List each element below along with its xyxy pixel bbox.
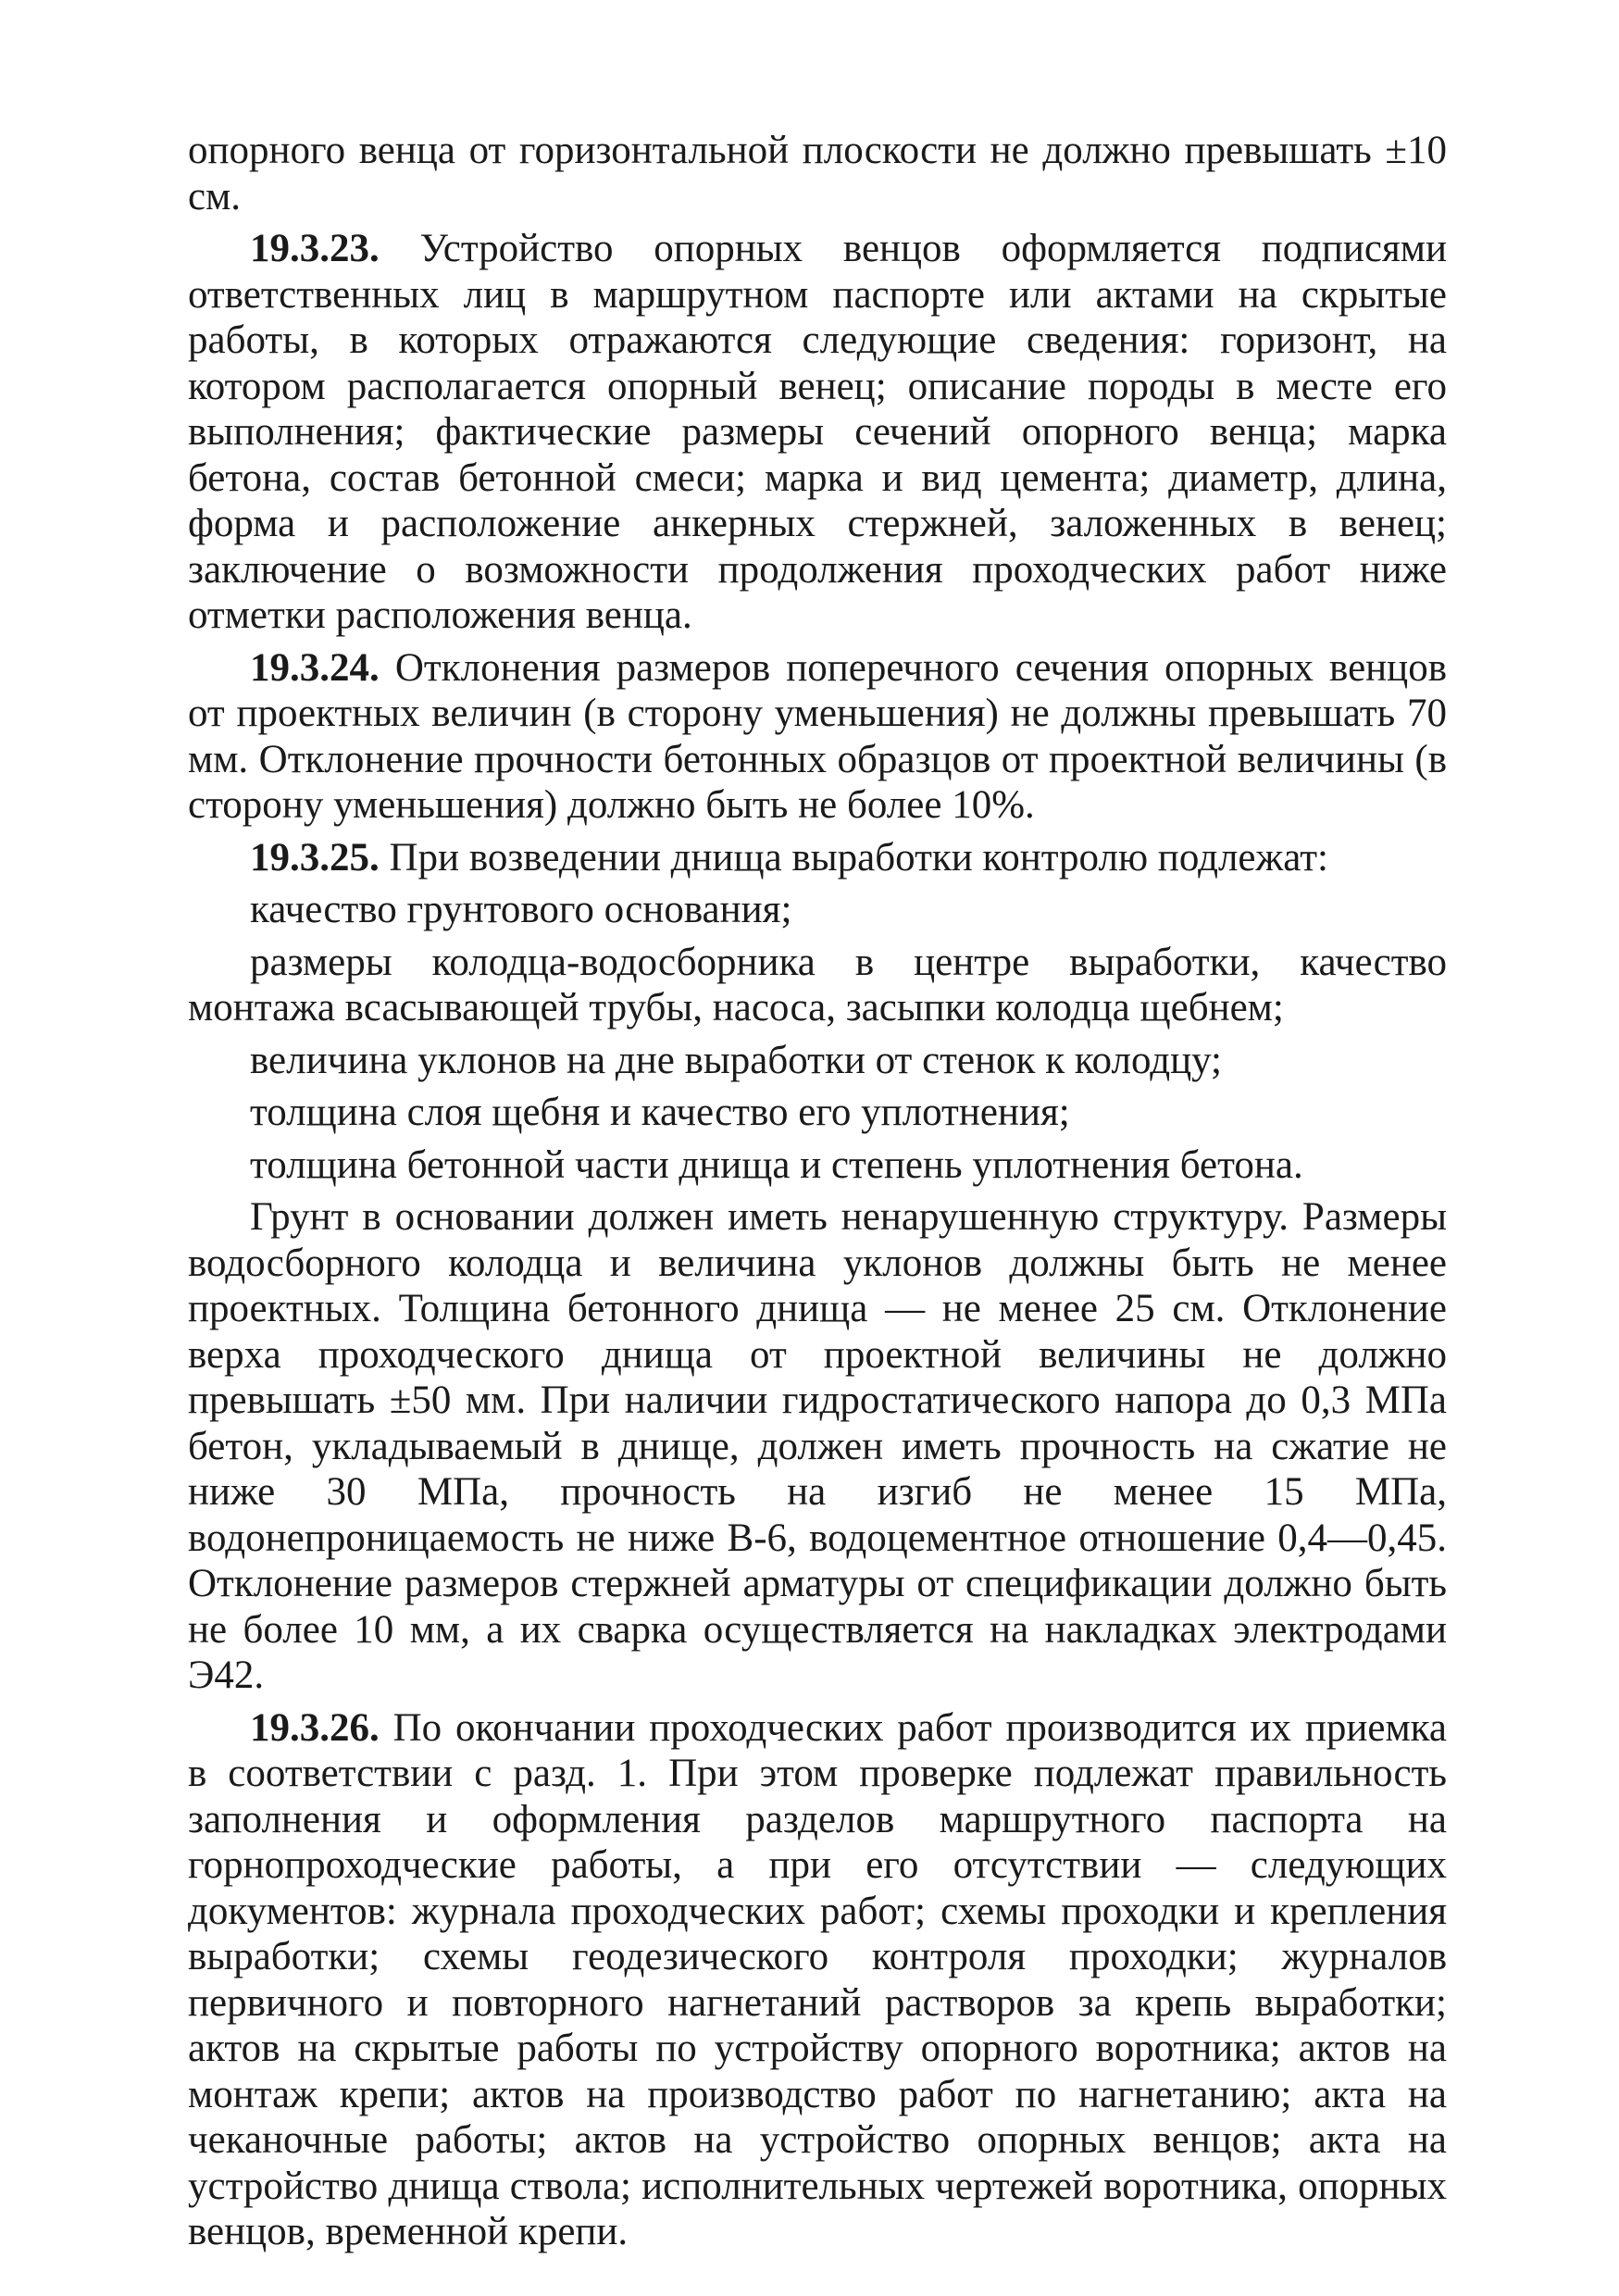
paragraph-requirements xyxy=(188,1194,1447,1699)
paragraph-19-3-26 xyxy=(188,1705,1447,2255)
section-number: 19.3.24. xyxy=(250,645,380,690)
paragraph-text: опорного венца от горизонтальной плоскости не должно превышать ±10 см. xyxy=(188,129,1447,218)
paragraph-text: По окончании проходческих работ производится их приемка в соответствии с разд. 1. При этом проверке подлежат правильность заполнения и оформления разделов маршрутного паспорта на горнопроходческие работы, а при его отсутствии — следующих документов: журнала проходческих работ; схемы проходки и крепления выработки; схемы геодезического контроля проходки; журналов первичного и повторного нагнетаний растворов за крепь выработки; актов на скрытые работы по устройству опорного воротника; актов на монтаж крепи; актов на производство работ по нагнетанию; акта на чеканочные работы; актов на устройство опорных венцов; акта на устройство днища ствола; исполнительных чертежей воротника, опорных венцов, временной крепи. xyxy=(188,1705,1447,2253)
list-item: толщина бетонной части днища и степень уплотнения бетона. xyxy=(250,1142,1303,1187)
list-item: величина уклонов на дне выработки от стенок к колодцу; xyxy=(250,1038,1222,1082)
paragraph-19-3-25 xyxy=(188,835,1447,881)
section-number: 19.3.23. xyxy=(250,227,380,270)
paragraph-text: Устройство опорных венцов оформляется подписями ответственных лиц в маршрутном паспорте или актами на скрытые работы, в которых отражаются следующие сведения: горизонт, на котором располагается опорный венец; описание породы в месте его выполнения; фактические размеры сечений опорного венца; марка бетона, состав бетонной смеси; марка и вид цемента; диаметр, длина, форма и расположение анкерных стержней, заложенных в венец; заключение о возможности продолжения проходческих работ ниже отметки расположения венца. xyxy=(188,227,1447,637)
control-items-list xyxy=(188,887,1447,1188)
paragraph-continuation xyxy=(188,128,1447,219)
paragraph-19-3-24 xyxy=(188,645,1447,829)
section-number: 19.3.26. xyxy=(250,1705,380,1750)
paragraph-text: При возведении днища выработки контролю подлежат: xyxy=(379,835,1328,880)
paragraph-text: Грунт в основании должен иметь ненарушенную структуру. Размеры водосборного колодца и величина уклонов должны быть не менее проектных. Толщина бетонного днища — не менее 25 см. Отклонение верха проходческого днища от проектной величины не должно превышать ±50 мм. При наличии гидростатического напора до 0,3 МПа бетон, укладываемый в днище, должен иметь прочность на сжатие не ниже 30 МПа, прочность на изгиб не менее 15 МПа, водонепроницаемость не ниже В-6, водоцементное отношение 0,4—0,45. Отклонение размеров стержней арматуры от спецификации должно быть не более 10 мм, а их сварка осуществляется на накладках электродами Э42. xyxy=(188,1195,1447,1697)
list-item: размеры колодца-водосборника в центре выработки, качество монтажа всасывающей трубы, насоса, засыпки колодца щебнем; xyxy=(188,940,1447,1029)
paragraph-19-3-23 xyxy=(188,226,1447,639)
list-item: качество грунтового основания; xyxy=(250,888,792,931)
paragraph-text: Отклонения размеров поперечного сечения опорных венцов от проектных величин (в сторону уменьшения) не должны превышать 70 мм. Отклонение прочности бетонных образцов от проектной величины (в сторону уменьшения) должно быть не более 10%. xyxy=(188,645,1447,827)
list-item: толщина слоя щебня и качество его уплотнения; xyxy=(250,1091,1070,1134)
section-number: 19.3.25. xyxy=(250,835,380,880)
document-page xyxy=(188,128,1447,2255)
